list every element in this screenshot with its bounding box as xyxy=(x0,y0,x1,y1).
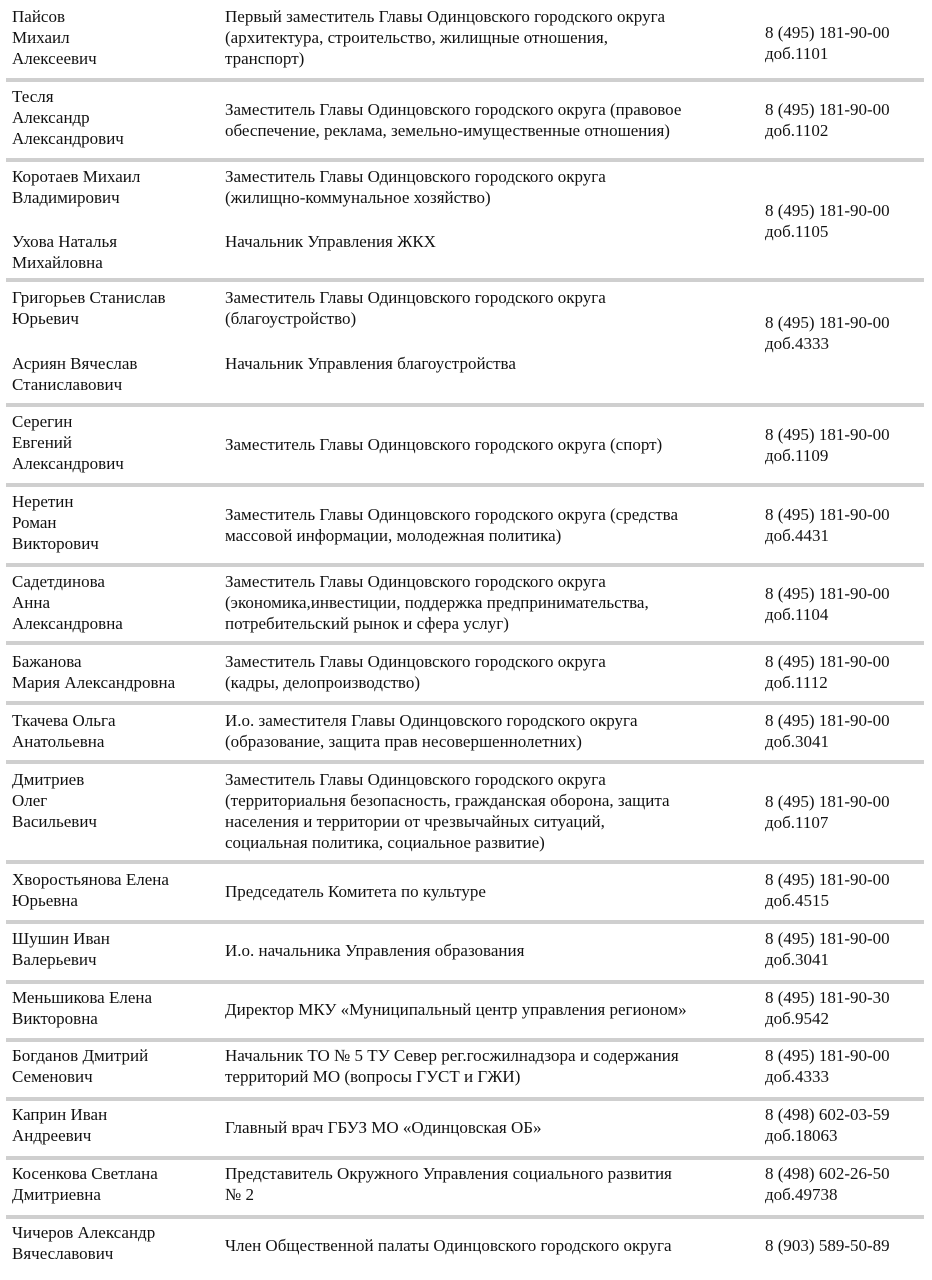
phone-number: 8 (498) 602-03-59 доб.18063 xyxy=(765,1105,890,1145)
person-name: Тесля Александр Александрович xyxy=(12,87,124,148)
phone-number: 8 (495) 181-90-00 доб.1109 xyxy=(765,425,890,465)
person-name: Богданов Дмитрий Семенович xyxy=(12,1046,149,1086)
table-row xyxy=(6,491,924,567)
position-text: Заместитель Главы Одинцовского городского округа (экономика,инвестиции, поддержка предпринимательства, потребительский рынок и сфера услуг) xyxy=(225,572,649,633)
table-row xyxy=(6,651,924,705)
position-text: Заместитель Главы Одинцовского городского округа (территориальня безопасность, гражданская оборона, защита населения и территории от чрезвычайных ситуаций, социальная политика, социальное развитие) xyxy=(225,770,670,852)
phone-number: 8 (495) 181-90-00 доб.4515 xyxy=(765,870,890,910)
person-name: Бажанова Мария Александровна xyxy=(12,652,176,692)
table-row xyxy=(6,571,924,645)
position-text: Заместитель Главы Одинцовского городского округа (жилищно-коммунальное хозяйство) xyxy=(225,167,606,207)
person-name: Асриян Вячеслав Станиславович xyxy=(12,354,138,394)
position-text: Председатель Комитета по культуре xyxy=(225,882,486,901)
position-text: Заместитель Главы Одинцовского городского округа (благоустройство) xyxy=(225,288,606,328)
position-text: И.о. начальника Управления образования xyxy=(225,941,525,960)
phone-number: 8 (495) 181-90-00 доб.4333 xyxy=(765,1046,890,1086)
position-text: Заместитель Главы Одинцовского городского округа (правовое обеспечение, реклама, земельно-имущественные отношения) xyxy=(225,100,682,140)
position-text: Заместитель Главы Одинцовского городского округа (средства массовой информации, молодежная политика) xyxy=(225,505,679,545)
phone-number: 8 (495) 181-90-00 доб.1102 xyxy=(765,100,890,140)
table-row xyxy=(6,928,924,984)
phone-number: 8 (495) 181-90-00 доб.1101 xyxy=(765,23,890,63)
person-name: Коротаев Михаил Владимирович xyxy=(12,167,141,207)
table-row xyxy=(6,1045,924,1101)
table-row xyxy=(6,86,924,162)
position-text: Представитель Окружного Управления социального развития № 2 xyxy=(225,1164,672,1204)
phone-number: 8 (495) 181-90-00 доб.4333 xyxy=(765,313,890,353)
table-row xyxy=(6,987,924,1042)
table-row xyxy=(6,6,924,82)
person-name: Меньшикова Елена Викторовна xyxy=(12,988,153,1028)
table-row xyxy=(6,287,924,407)
position-text: Первый заместитель Главы Одинцовского городского округа (архитектура, строительство, жилищные отношения, транспорт) xyxy=(225,7,666,68)
phone-number: 8 (495) 181-90-00 доб.1105 xyxy=(765,201,890,241)
table-row xyxy=(6,1222,924,1278)
phone-number: 8 (495) 181-90-00 доб.4431 xyxy=(765,505,890,545)
position-text: И.о. заместителя Главы Одинцовского городского округа (образование, защита прав несовершеннолетних) xyxy=(225,711,638,751)
table-row xyxy=(6,1104,924,1160)
phone-number: 8 (903) 589-50-89 xyxy=(765,1236,890,1255)
table-row xyxy=(6,869,924,924)
person-name: Шушин Иван Валерьевич xyxy=(12,929,110,969)
table-row xyxy=(6,1163,924,1219)
person-name: Пайсов Михаил Алексеевич xyxy=(12,7,97,68)
person-name: Неретин Роман Викторович xyxy=(12,492,99,553)
person-name: Садетдинова Анна Александровна xyxy=(12,572,123,633)
person-name: Григорьев Станислав Юрьевич xyxy=(12,288,166,328)
person-name: Ухова Наталья Михайловна xyxy=(12,232,118,272)
position-text: Член Общественной палаты Одинцовского городского округа xyxy=(225,1236,672,1255)
position-text: Начальник Управления благоустройства xyxy=(225,354,516,373)
phone-number: 8 (495) 181-90-00 доб.1112 xyxy=(765,652,890,692)
table-row xyxy=(6,166,924,282)
position-text: Начальник ТО № 5 ТУ Север рег.госжилнадзора и содержания территорий МО (вопросы ГУСТ и ГЖИ) xyxy=(225,1046,679,1086)
person-name: Косенкова Светлана Дмитриевна xyxy=(12,1164,158,1204)
phone-number: 8 (495) 181-90-00 доб.3041 xyxy=(765,711,890,751)
person-name: Серегин Евгений Александрович xyxy=(12,412,124,473)
person-name: Ткачева Ольга Анатольевна xyxy=(12,711,116,751)
phone-number: 8 (495) 181-90-00 доб.3041 xyxy=(765,929,890,969)
person-name: Хворостьянова Елена Юрьевна xyxy=(12,870,169,910)
table-row xyxy=(6,710,924,764)
person-name: Чичеров Александр Вячеславович xyxy=(12,1223,156,1263)
person-name: Дмитриев Олег Васильевич xyxy=(12,770,97,831)
position-text: Заместитель Главы Одинцовского городского округа (кадры, делопроизводство) xyxy=(225,652,606,692)
phone-number: 8 (495) 181-90-00 доб.1104 xyxy=(765,584,890,624)
table-row xyxy=(6,769,924,864)
table-row xyxy=(6,411,924,487)
phone-number: 8 (495) 181-90-00 доб.1107 xyxy=(765,792,890,832)
position-text: Заместитель Главы Одинцовского городского округа (спорт) xyxy=(225,435,663,454)
position-text: Директор МКУ «Муниципальный центр управления регионом» xyxy=(225,1000,687,1019)
phone-number: 8 (498) 602-26-50 доб.49738 xyxy=(765,1164,890,1204)
phone-number: 8 (495) 181-90-30 доб.9542 xyxy=(765,988,890,1028)
position-text: Начальник Управления ЖКХ xyxy=(225,232,436,251)
position-text: Главный врач ГБУЗ МО «Одинцовская ОБ» xyxy=(225,1118,542,1137)
person-name: Каприн Иван Андреевич xyxy=(12,1105,108,1145)
